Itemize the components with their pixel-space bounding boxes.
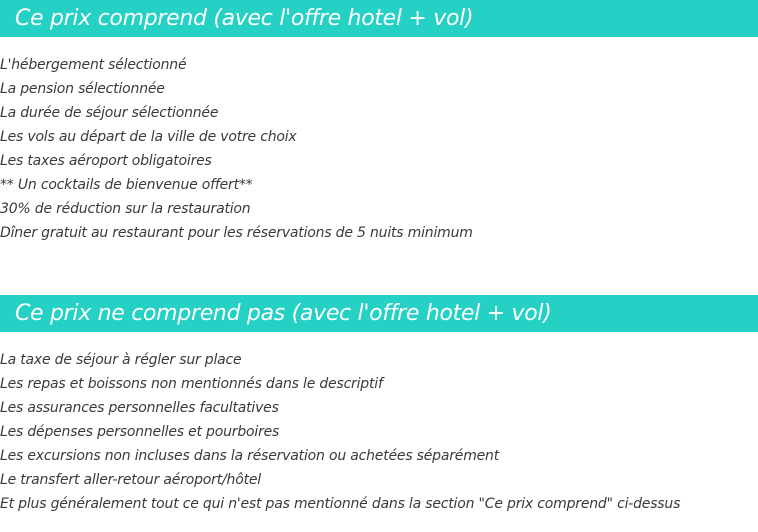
- included-items-list: [0, 53, 473, 245]
- list-item: Les excursions non incluses dans la réservation ou achetées séparément: [0, 448, 500, 464]
- list-item: Et plus généralement tout ce qui n'est pas mentionné dans la section "Ce prix comprend" ci-dessus: [0, 496, 681, 512]
- list-item: Les repas et boissons non mentionnés dans le descriptif: [0, 376, 383, 392]
- excluded-section-title: Ce prix ne comprend pas (avec l'offre hotel + vol): [0, 295, 758, 332]
- list-item: L'hébergement sélectionné: [0, 57, 187, 73]
- excluded-items-list: [0, 348, 680, 516]
- list-item: La pension sélectionnée: [0, 81, 165, 97]
- list-item: La durée de séjour sélectionnée: [0, 105, 219, 121]
- list-item: Les taxes aéroport obligatoires: [0, 153, 212, 169]
- list-item: Dîner gratuit au restaurant pour les réservations de 5 nuits minimum: [0, 225, 473, 241]
- included-section-title: Ce prix comprend (avec l'offre hotel + vol): [0, 0, 758, 37]
- list-item: La taxe de séjour à régler sur place: [0, 352, 242, 368]
- list-item: 30% de réduction sur la restauration: [0, 201, 251, 217]
- list-item: Le transfert aller-retour aéroport/hôtel: [0, 472, 261, 488]
- list-item: Les vols au départ de la ville de votre choix: [0, 129, 297, 145]
- list-item: Les dépenses personnelles et pourboires: [0, 424, 280, 440]
- list-item: Les assurances personnelles facultatives: [0, 400, 279, 416]
- list-item: ** Un cocktails de bienvenue offert**: [0, 177, 253, 193]
